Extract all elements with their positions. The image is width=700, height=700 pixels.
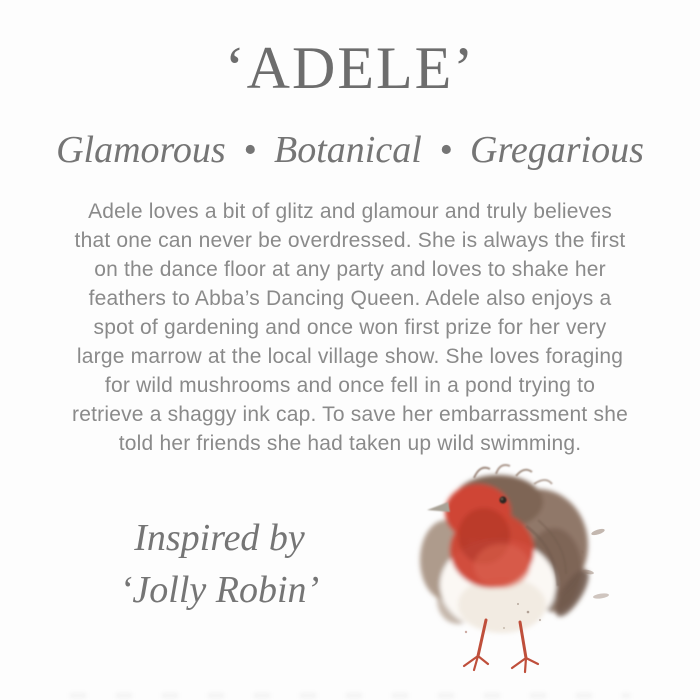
inspired-by-line1: Inspired by	[134, 517, 305, 559]
jolly-robin-watercolor-icon	[408, 460, 618, 680]
page-title: ‘ADELE’	[224, 35, 476, 101]
description-line: feathers to Abba’s Dancing Queen. Adele also enjoys a	[88, 287, 612, 310]
inspired-by-caption	[112, 512, 327, 616]
cropped-edge-artifact	[70, 693, 630, 698]
character-traits: Glamorous • Botanical • Gregarious	[56, 129, 644, 171]
description-line: Adele loves a bit of glitz and glamour and truly believes	[88, 200, 612, 223]
description-line: retrieve a shaggy ink cap. To save her embarrassment she	[72, 403, 628, 426]
description-line: for wild mushrooms and once fell in a pond trying to	[104, 374, 596, 397]
description-line: on the dance floor at any party and loves to shake her	[94, 258, 606, 281]
character-description	[20, 197, 680, 458]
description-line: told her friends she had taken up wild swimming.	[118, 432, 582, 455]
inspired-by-line2: ‘Jolly Robin’	[119, 569, 320, 611]
robin-illustration	[408, 460, 618, 680]
description-line: that one can never be overdressed. She is always the first	[74, 229, 626, 252]
description-line: spot of gardening and once won first prize for her very	[93, 316, 607, 339]
description-line: large marrow at the local village show. She loves foraging	[76, 345, 624, 368]
